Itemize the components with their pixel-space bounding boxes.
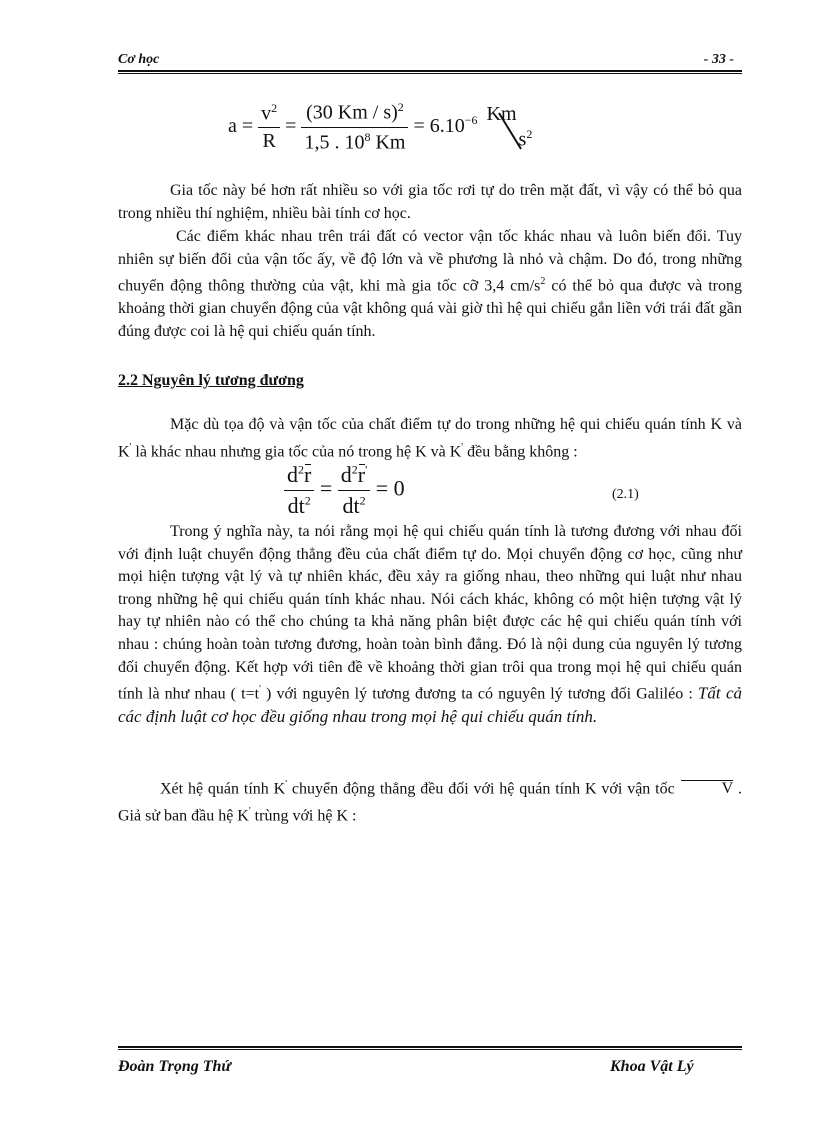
eq21-den2-exp: 2: [359, 493, 366, 508]
eq-result-exp: −6: [464, 113, 478, 128]
p2-text-a: Các điểm khác nhau trên trái đất có vector vận tốc khác nhau và luôn biến đổi. Tuy nhiên sự biến đổi của vận tốc ấy, về độ lớn và về phương là nhỏ và chậm. Do đó, trong những chuyển động thông thường của vật, khi mà gia tốc cỡ 3,4 cm/s: [118, 228, 742, 295]
eq21-rhs: 0: [393, 475, 405, 501]
eq-speed: (30 Km / s): [306, 101, 398, 124]
paragraph-4: [118, 521, 742, 730]
eq21-prime: ': [365, 462, 368, 477]
equation-number: (2.1): [612, 487, 639, 502]
footer-rule: [118, 1046, 742, 1050]
eq21-dt: dt: [287, 493, 305, 518]
eq-r: R: [262, 130, 276, 153]
fraction-v2-over-r: [258, 101, 280, 154]
eq-unit-num: Km: [486, 103, 517, 126]
eq21-r-vector: r: [304, 462, 312, 487]
p5-sup-1: ': [285, 779, 288, 790]
eq21-r-prime-vector: r: [357, 462, 366, 487]
eq21-d: d: [287, 462, 298, 487]
p4-text-a: Trong ý nghĩa này, ta nói rằng mọi hệ qui chiếu quán tính là tương đương với nhau đối với định luật chuyển động thẳng đều của chất điểm tự do. Mọi chuyển động cơ học, cũng như mọi hiện tượng vật lý và tự nhiên khác, đều xảy ra giống nhau, theo những qui luật như nhau trong những hệ qui chiếu quán tính khác nhau. Nói cách khác, không có một hiện tượng vật lý hay tự nhiên nào có thể cho chúng ta khả năng phân biệt được các hệ qui chiếu quán tính với nhau : chúng hoàn toàn tương đương, hoàn toàn bình đẳng. Đó là nội dung của nguyên lý tương đối chuyển động. Kết hợp với tiên đề về khoảng thời gian trôi qua trong mọi hệ qui chiếu quán tính là như nhau ( t=t: [118, 523, 742, 703]
page-header: [118, 52, 742, 68]
p2-sup: 2: [540, 276, 546, 288]
eq21-den-exp: 2: [304, 493, 311, 508]
galileo-principle-statement: Tất cả các định luật cơ học đều giống nhau trong mọi hệ qui chiếu quán tính.: [118, 683, 743, 727]
footer-department: Khoa Vật Lý: [610, 1058, 694, 1075]
eq-lhs: a: [228, 114, 237, 137]
eq21-num2-exp: 2: [351, 462, 358, 477]
page-number: - 33 -: [703, 52, 734, 67]
paragraph-5: [118, 774, 742, 828]
equation-acceleration: a = $\frac{v^2}{R}$ = $\frac{(30 Km / s)^2}{1,5 . 10^8 Km}$ = $6.10^{-6}$ Km $s^2$: [228, 100, 533, 154]
eq21-d-2: d: [340, 462, 352, 487]
fraction-d2r-dt2: [284, 462, 314, 519]
eq-unit: [483, 105, 533, 149]
p3-sup-2: ': [461, 441, 464, 453]
p3-text-b: là khác nhau nhưng gia tốc của nó trong hệ K và K: [131, 442, 462, 460]
paragraph-3: [118, 414, 742, 464]
p5-text-c: . Giả sử ban đầu hệ K: [118, 780, 743, 825]
eq-radius: 1,5 . 10: [304, 131, 365, 154]
p5-text-d: trùng với hệ K :: [250, 807, 357, 825]
p3-sup-1: ': [129, 441, 132, 453]
p2-text-b: có thể bỏ qua được và trong khoảng thời gian chuyển động của vật không quá vài giờ thì hệ qui chiếu gắn liền với trái đất gần đúng được coi là hệ qui chiếu quán tính.: [118, 277, 743, 340]
fraction-speed-over-radius: [301, 100, 408, 154]
paragraph-1: Gia tốc này bé hơn rất nhiều so với gia tốc rơi tự do trên mặt đất, vì vậy có thể bỏ qua trong nhiều thí nghiệm, nhiều bài tính cơ học.: [118, 182, 742, 222]
section-heading: 2.2 Nguyên lý tương đương: [118, 372, 304, 389]
p3-text-c: đều bằng không :: [463, 442, 578, 460]
paragraph-2: [118, 226, 742, 343]
eq-speed-exp: 2: [397, 100, 404, 114]
eq-radius-unit: Km: [375, 131, 406, 154]
header-title: Cơ học: [118, 52, 160, 67]
p5-sup-2: ': [248, 805, 251, 817]
header-rule: [118, 70, 742, 74]
velocity-vector: V: [680, 778, 734, 801]
eq-v-exp: 2: [271, 100, 278, 115]
footer-author: Đoàn Trọng Thứ: [118, 1058, 232, 1075]
eq21-num-exp: 2: [298, 462, 304, 477]
eq21-dt-2: dt: [342, 493, 360, 518]
p5-text-a: Xét hệ quán tính K: [160, 780, 286, 798]
eq-unit-den: s: [518, 128, 527, 151]
eq-v: v: [261, 102, 272, 125]
p5-text-b: chuyển động thẳng đều đối với hệ quán tính K với vận tốc: [287, 780, 680, 798]
eq-result: 6.10: [429, 114, 465, 137]
equation-2-1: $\frac{d^2r}{dt^2}$ = $\frac{d^2r'}{dt^2}$ = 0: [284, 462, 405, 519]
p4-sup: ': [259, 684, 261, 696]
p4-text-b: ) với nguyên lý tương đương ta có nguyên lý tương đối Galiléo :: [260, 685, 698, 703]
eq-unit-den-exp: 2: [526, 127, 533, 142]
p3-text-a: Mặc dù tọa độ và vận tốc của chất điểm tự do trong những hệ qui chiếu quán tính K và K: [118, 416, 742, 460]
fraction-d2rprime-dt2: [338, 462, 371, 519]
eq-radius-exp: 8: [364, 129, 371, 144]
